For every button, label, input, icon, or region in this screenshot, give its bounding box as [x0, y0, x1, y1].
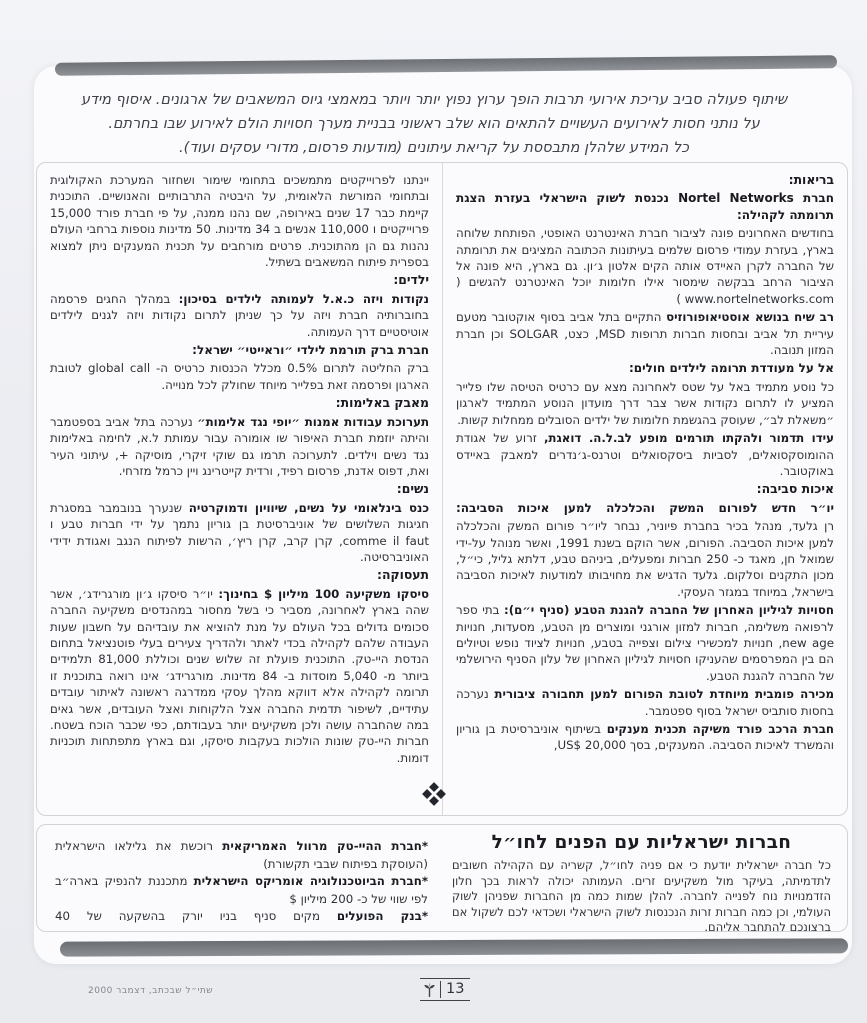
paragraph-text: במהלך החגים פרסמה בחוברותיה חברת ויזה על כך שניתן לתרום נקודות ויזה לגנים לילדים אוטיסטיים דרך העמותה. [50, 291, 429, 339]
paragraph [50, 586, 429, 766]
company-name: *חברת ההיי-טק מרוול האמריקאית [222, 839, 428, 853]
paragraph-text: ברק החליטה לתרום 0.5% מכלל הכנסות כרטיס ה- global call לטובת הארגון ופרסמה זאת בפלייר מיוחד שחולק לכל מנוייה. [50, 361, 429, 392]
company-list-item [55, 838, 428, 873]
paragraph [456, 602, 834, 684]
paragraph-lead: אל על מעודדת תרומה לילדים חולים: [628, 361, 834, 376]
paragraph-text: כל נוסע מתמיד באל על שטס לאחרונה מצא עם כרטיס הטיסה שלו פלייר המציע לו לתרום נקודות אשר צבר דרך מועדון הנוסע המתמיד לארגון ״משאלת לב״, שעוסק בהגשמת חלומות של ילדים הסובלים ממחלות קשות. [456, 379, 834, 427]
column-left [37, 163, 442, 815]
paragraph-lead: תעסוקה: [377, 567, 429, 583]
section-paragraph: כל חברה ישראלית יודעת כי אם פניה לחו״ל, קשריה עם הקהילה חשובים לתדמיתה, בעיקר מול משקיעים זרים. העמותה יכולה לראות בכך חלון הזדמנויות נוח לפנייה לחברה. להלן שמות כמה מן החברות שפניהן לשוק העולמי, וכן כמה חברות זרות הנכנסות לשוק הישראלי ושכדאי לכם לשקול אם ברצונכם להתחבר אליהם. [452, 858, 831, 935]
paragraph-text: רן גלעד, מנהל בכיר בחברת פיוניר, נבחר ליו״ר פורום המשק והכלכלה למען איכות הסביבה. הפורום, אשר הוקם בשנת 1991, ואשר מנוהל על-ידי שמואל חן, מאגד כ- 250 חברות ומפעלים, ביניהם טבע, דלתא גליל, כי״ל, מכון התקנים וסלקום. גלעד הדגיש את מחויבותו למודעות לאיכות הסביבה בישראל, במיוחד במגזר העסקי. [456, 519, 834, 599]
paragraph-lead: בריאות: [788, 172, 834, 187]
page-number: 13 [440, 981, 470, 998]
israeli-companies-section [36, 824, 848, 935]
paragraph-lead: חסויות לגיליון האחרון של החברה להגנת הטבע (סניף י״ם): [504, 603, 834, 618]
paragraph-lead: חברת ברק תורמת לילדי ״וראייטי״ ישראל: [192, 343, 429, 358]
footer-credit: שתי״ל שבכתב, דצמבר 2000 [88, 986, 214, 996]
company-name: *בנק הפועלים [336, 909, 428, 924]
paragraph-lead: מאבק באלימות: [335, 395, 429, 411]
intro-line: על נותני חסות לאירועים העשויים להתאים הוא שלב ראשוני בבניית מערך חסויות הולם לאירוע שבו בחרתם. [108, 116, 760, 132]
paragraph-text: התקיים בתל אביב בסוף אוקטובר מטעם עיריית תל אביב ובחסות חברות תרופות MSD, כצט, SOLGAR וכן חברת המזון תנובה. [456, 310, 835, 358]
paragraph [50, 567, 429, 583]
page-number-marker [420, 978, 470, 1001]
paragraph-lead: ילדים: [393, 272, 429, 288]
paragraph [456, 225, 834, 307]
paragraph-lead: מכירה פומבית מיוחדת לטובת הפורום למען תחבורה ציבורית [494, 687, 834, 702]
paragraph [50, 342, 429, 358]
paragraph-lead: חברת הרכב פורד משיקה תכנית מענקים [606, 722, 834, 736]
paragraph [50, 272, 429, 288]
section-separator [0, 781, 867, 807]
paragraph [456, 172, 834, 188]
paragraph [456, 379, 834, 428]
paragraph [50, 500, 429, 566]
column-right [442, 163, 847, 815]
main-content-box [36, 162, 848, 816]
paragraph [50, 481, 429, 497]
paragraph-text: בתי ספר לרפואה משלימה, חברות למזון אורגני ומוצרים מן הטבע, מסעדות, חנויות new age, חנויות למכשירי צילום וצפייה בטבע, חנויות לציוד נופש וטיולים הם בין המפרסמים שהעניקו חסויות לגיליון האחרון של עלון הסניף הירושלמי של החברה להגנת הטבע. [456, 603, 834, 683]
paragraph [456, 430, 834, 479]
paragraph [456, 518, 834, 600]
paragraph-text: יינתנו לפרוייקטים מתמשכים בתחומי שימור ושחזור המערכת האקולוגית ובתחומי המורשת הלאומית, על היבטיה התרבותיים והאנושיים. התוכנית קיימת כבר 17 שנים באירופה, שם נהנו ממנה, על פי חברת פורד 15,000 פרוייקטים ו 110,000 אנשים ב 34 מדינות. 50 מדינות נוספות ברחבי העולם נהנות גם הן מהתוכנית. פרטים מורחבים על תכנית המענקים ניתן למצוא בספרית פיתוח המשאבים בשתיל. [50, 173, 429, 270]
paragraph-lead: יו״ר חדש לפורום המשק והכלכלה למען איכות הסביבה: [456, 500, 834, 515]
company-detail: רוכשת את גלילאו הישראלית (העוסקת בפיתוח שבבי תקשורת) [55, 839, 428, 871]
paragraph-text: זרוע של אגודת ההומוסקסואלים, לסביות ביסקסואלים וטרנס-ג׳נדרים למאבק באיידס באוקטובר. [456, 431, 834, 478]
paragraph [456, 190, 834, 223]
paragraph [456, 360, 834, 376]
intro-line: כל המידע שלהלן מתבססת על קריאת עיתונים (מודעות פרסום, מדורי עסקים ועוד). [179, 140, 689, 156]
paragraph-text: שנערך בנובמבר במסגרת חגיגות השלושים של אוניברסיטת בן גוריון נתמך על ידי חברות טבע ו comme il faut, קרן קרב, קרן ריץ׳, הרשות לפיתוח הנגב ואגודת ידידי האוניברסיטה. [50, 500, 430, 564]
company-list-item [55, 908, 428, 926]
paragraph [456, 721, 834, 754]
paragraph-lead: נקודות ויזה כ.א.ל לעמותה לילדים בסיכון: [178, 291, 429, 306]
paragraph [50, 360, 429, 393]
company-detail: מקים סניף בניו יורק בהשקעה של 40 [55, 909, 337, 924]
paragraph [456, 500, 834, 516]
paragraph-text: נערכה בתל אביב בספטמבר והיתה יוזמת חברת האיפור שו אומורה עבור עמותת ל.א, לחימה באלימות נגד נשים וילדים. לתערוכה תרמו גם שוקי זיקרי, מוסיקה +, עיתוני העיר ואת, דפוס אדנת, פרסום רפיד, ורדית קייטרינג ויין כרמל מזרחי. [50, 414, 429, 478]
paragraph [50, 172, 429, 270]
paragraph-lead: תערוכת עבודות אמנות ״יופי נגד אלימות״ [197, 414, 429, 429]
four-diamonds-icon [421, 781, 447, 807]
paragraph-text: בשיתוף אוניברסיטת בן גוריון והמשרד לאיכות הסביבה. המענקים, בסך US$ 20,000, [456, 722, 834, 753]
section-heading: חברות ישראליות עם הפנים לחו״ל [491, 832, 792, 853]
seedling-icon [420, 982, 440, 998]
company-list-item [55, 873, 428, 908]
paragraph-lead: רב שיח בנושא אוסטיאופורוזיס [666, 310, 834, 325]
company-detail: מתכננת להנפיק בארה״ב לפי שווי של כ- 200 מיליון $ [55, 874, 428, 906]
paragraph-lead: עידו תדמור ולהקתו תורמים מופע לב.ל.ה. דואגת, [543, 431, 834, 446]
paragraph-text: יו״ר סיסקו ג׳ון מורגרידג׳, אשר שהה בארץ לאחרונה, מסביר כי בשל מחסור במהנדסים משקיעה החברה סכומים גדולים בכל העולם על מנת להוציא את עובדיהם על חשבון שעות העבודה שלהם לקהילה בכדי לאתר ולהדריך צעירים בעלי פוטנציאל בתחום הנדסת היי-טק. התוכנית פועלת זה שלוש שנים וכוללת 81,000 תלמידים ביותר מ- 5,040 מוסדות ב- 84 מדינות. מורגרידג׳ אינו רואה בתוכנית זו תרומה לקהילה אלא דווקא מהלך עסקי ממדרגה ראשונה לאיתור עובדים עתידיים, לשיפור תדמית החברה אצל הלקוחות ואצל העובדים, אשר גאים במה שהחברה עושה ולכן משקיעים יותר בעבודתם, כפי שכבר הוכח בשטח. חברות היי-טק שונות הולכות בעקבות סיסקו, וגם בארץ מתפתחות תוכניות דומות. [50, 586, 430, 765]
paragraph-lead: איכות סביבה: [756, 481, 834, 497]
israeli-companies-list [37, 825, 442, 931]
paragraph [50, 395, 429, 411]
paragraph-lead: כנס בינלאומי על נשים, שיוויון ודמוקרטיה [188, 500, 429, 515]
paragraph-lead: סיסקו משקיעה 100 מיליון $ בחינוך: [218, 586, 429, 601]
paragraph [456, 481, 834, 497]
paragraph-text: נערכה בחסות סותביס ישראל בסוף ספטמבר. [456, 687, 834, 718]
intro-paragraph [58, 88, 810, 160]
paragraph-lead: נשים: [396, 481, 429, 497]
paragraph-lead: חברת Nortel Networks נכנסת לשוק הישראלי בעזרת הצגת תרומתה לקהילה: [456, 191, 834, 222]
paragraph [50, 414, 429, 480]
paragraph [456, 309, 834, 358]
israeli-companies-intro [442, 825, 847, 935]
paragraph [50, 291, 429, 340]
company-name: *חברת הביוטכנולוגיה אומריקס הישראלית [193, 874, 428, 889]
paragraph [456, 686, 834, 719]
intro-line: שיתוף פעולה סביב עריכת אירועי תרבות הופך ערוץ נפוץ יותר ויותר במאמצי גיוס המשאבים של ארגונים. איסוף מידע [80, 92, 788, 108]
paragraph-text: בחודשים האחרונים פונה לציבור חברת האינטרנט האופטי, הפותחת שלוחה בארץ, בעזרת עמודי פרסום שלמים בעיתונות הכתובה המציגים את תרומתה של החברה לקרן האיידס אותה הקים אלטון ג׳ון. גם בארץ, היא פונה אל הציבור הרחב בבקשה שימסור אילו חלומות יוכל האינטרנט להגשים ( www.nortelnetworks.com ) [456, 226, 834, 306]
